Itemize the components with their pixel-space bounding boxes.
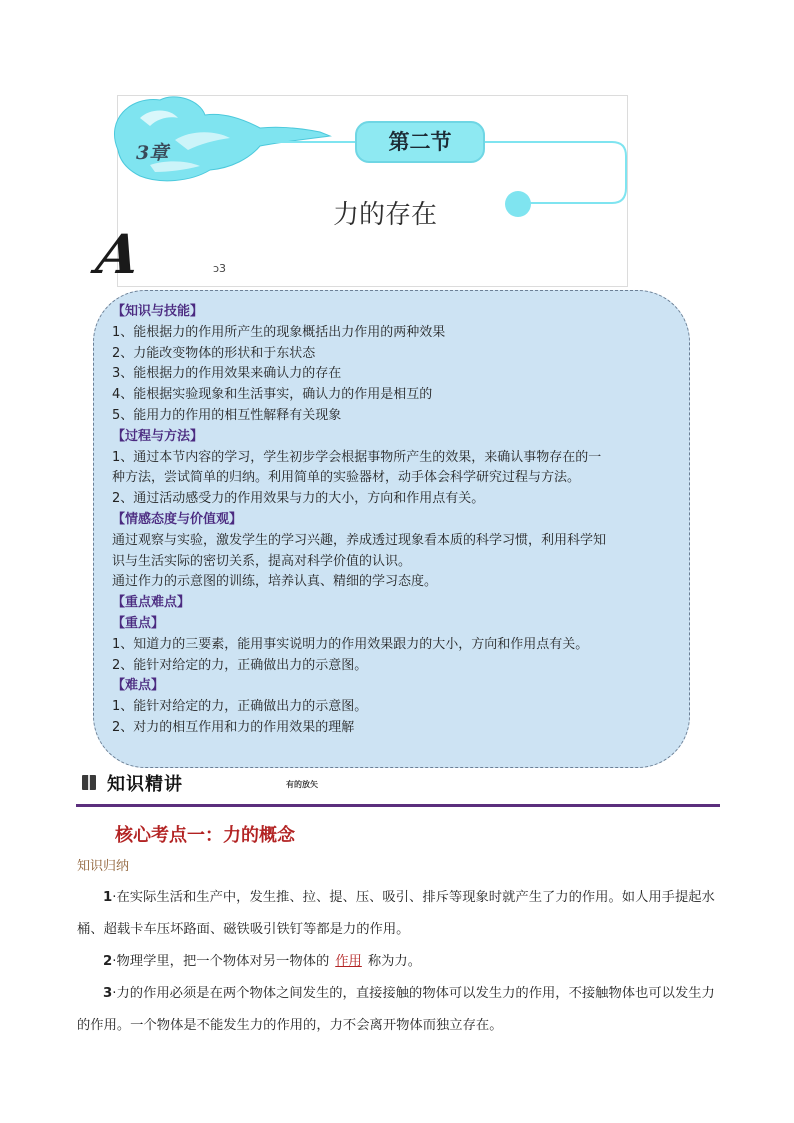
objectives-letter: A [92,222,144,286]
objective-line: 3、能根据力的作用效果来确认力的存在 [112,366,342,382]
objective-heading: 【难点】 [112,678,165,694]
paragraph-3-number: 3 [103,986,113,1001]
fill-in-blank: 作用 [335,954,362,969]
objective-line: 1、能根据力的作用所产生的现象概括出力作用的两种效果 [112,324,446,340]
paragraph-1-text: 在实际生活和生产中，发生推、拉、提、压、吸引、排斥等现象时就产生了力的作用。如人用手提起水桶、超载卡车压坏路面、磁铁吸引铁钉等都是力的作用。 [77,890,715,937]
objective-line: 种方法，尝试简单的归纳。利用简单的实验器材，动手体会科学研究过程与方法。 [112,470,581,486]
objective-line: 2、对力的相互作用和力的作用效果的理解 [112,719,355,735]
objective-line: 通过观察与实验，激发学生的学习兴趣，养成透过现象看本质的科学习惯，利用科学知 [112,532,607,548]
objective-line: 5、能用力的作用的相互性解释有关现象 [112,407,342,423]
knowledge-subtitle: 有的放矢 [286,780,318,789]
objectives-list [112,302,672,739]
objective-heading: 【知识与技能】 [112,304,204,319]
paragraph-1-number: 1 [103,890,113,905]
objective-line: 1、知道力的三要素，能用事实说明力的作用效果跟力的大小，方向和作用点有关。 [112,636,589,652]
knowledge-title: 知识精讲 [107,774,183,795]
objective-line: 2、力能改变物体的形状和于东状态 [112,345,316,361]
paragraph-2-text-b: 称为力。 [367,954,422,969]
objective-heading: 【过程与方法】 [112,428,204,444]
knowledge-header [76,770,720,806]
objective-line: 1、能针对给定的力，正确做出力的示意图。 [112,699,368,715]
objective-line: 2、通过活动感受力的作用效果与力的大小，方向和作用点有关。 [112,491,485,507]
paragraph-1: 1·在实际生活和生产中，发生推、拉、提、压、吸引、排斥等现象时就产生了力的作用。如人用手提起水桶、超载卡车压坏路面、磁铁吸引铁钉等都是力的作用。 [77,890,715,937]
objective-line: 识与生活实际的密切关系，提高对科学价值的认识。 [112,553,412,569]
key-point-title: 核心考点一：力的概念 [115,825,295,846]
lesson-title: 力的存在 [332,200,437,230]
paragraph-2-text-a: 物理学里，把一个物体对另一物体的 [116,954,330,969]
objective-heading: 【重点难点】 [112,595,191,611]
paragraph-3-text: 力的作用必须是在两个物体之间发生的，直接接触的物体可以发生力的作用，不接触物体也可以发生力的作用。一个物体是不能发生力的作用的，力不会离开物体而独立存在。 [77,986,715,1033]
objective-heading: 【情感态度与价值观】 [112,511,243,527]
book-icon [82,775,96,790]
objectives-letter-tail: ɔ3 [213,262,227,275]
objective-line: 1、通过本节内容的学习，学生初步学会根据事物所产生的效果，来确认事物存在的一 [112,449,602,465]
paragraph-2: 2·物理学里，把一个物体对另一物体的 作用 称为力。 [103,954,422,969]
paragraph-3: 3·力的作用必须是在两个物体之间发生的，直接接触的物体可以发生力的作用，不接触物体也可以发生力的作用。一个物体是不能发生力的作用的，力不会离开物体而独立存在。 [77,986,715,1033]
chapter-label: 3章 [136,142,169,164]
knowledge-summary-label: 知识归纳 [77,859,130,874]
section-badge: 第二节 [355,121,485,163]
section-divider [76,804,720,807]
decorative-dot [505,191,531,217]
objective-line: 通过作力的示意图的训练，培养认真、精细的学习态度。 [112,574,438,590]
objective-line: 2、能针对给定的力，正确做出力的示意图。 [112,657,368,673]
objective-line: 4、能根据实验现象和生活事实，确认力的作用是相互的 [112,387,433,403]
objective-heading: 【重点】 [112,615,165,631]
paragraph-2-number: 2 [103,954,113,969]
